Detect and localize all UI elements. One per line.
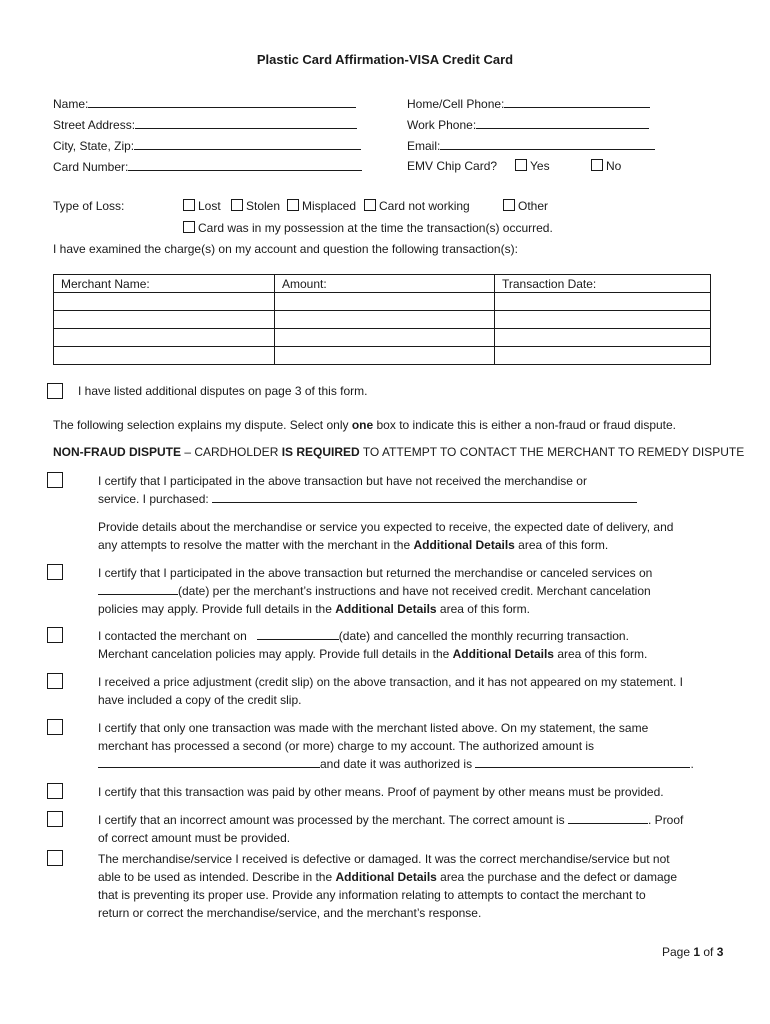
- table-header-row: [54, 275, 711, 293]
- home-phone-field[interactable]: Home/Cell Phone:: [407, 96, 650, 111]
- merchant-name-header: Merchant Name:: [54, 275, 275, 293]
- misplaced-checkbox[interactable]: [287, 199, 299, 211]
- amount-cell[interactable]: [275, 347, 495, 365]
- paid-other-means-checkbox[interactable]: [47, 783, 63, 799]
- loss-option-lost[interactable]: Lost: [183, 199, 221, 213]
- additional-disputes-checkbox[interactable]: [47, 383, 63, 399]
- emv-chip-question: EMV Chip Card?: [407, 159, 498, 173]
- name-field[interactable]: Name:: [53, 96, 356, 111]
- cancel-date-line[interactable]: [257, 628, 339, 640]
- selection-instructions: The following selection explains my dispute. Select only one box to indicate this is either a non-fraud or fraud dispute.: [53, 418, 677, 432]
- possession-checkbox[interactable]: [183, 221, 195, 233]
- returned-merchandise-checkbox[interactable]: [47, 564, 63, 580]
- amount-cell[interactable]: [275, 293, 495, 311]
- transactions-table: [53, 274, 711, 365]
- table-row[interactable]: [54, 311, 711, 329]
- emv-no-checkbox[interactable]: [591, 159, 603, 171]
- emv-no-option[interactable]: No: [591, 159, 621, 173]
- amount-cell[interactable]: [275, 329, 495, 347]
- additional-disputes-label: I have listed additional disputes on page 3 of this form.: [78, 384, 368, 398]
- defective-merchandise-statement: The merchandise/service I received is defective or damaged. It was the correct merchandise/service but not able to be used as intended. Describe in the Additional Details area the purchase and the defect or damage that is preventing its proper use. Provide any information relating to attempts to contact the merchant to return or correct the merchandise/service, and the merchant’s response.: [98, 852, 678, 920]
- recurring-cancelled-statement: I contacted the merchant on (date) and cancelled the monthly recurring transaction. Merchant cancelation policies may apply. Provide full details in the Additional Details area of this form.: [98, 629, 648, 661]
- amount-header: Amount:: [275, 275, 495, 293]
- price-adjustment-checkbox[interactable]: [47, 673, 63, 689]
- date-cell[interactable]: [495, 311, 711, 329]
- city-line[interactable]: [134, 138, 361, 150]
- street-address-field[interactable]: Street Address:: [53, 117, 357, 132]
- paid-other-means-statement: I certify that this transaction was paid by other means. Proof of payment by other means must be provided.: [98, 785, 664, 799]
- stolen-checkbox[interactable]: [231, 199, 243, 211]
- page-number: Page 1 of 3: [662, 945, 724, 959]
- purchased-line[interactable]: [212, 491, 637, 503]
- non-fraud-heading: NON-FRAUD DISPUTE – CARDHOLDER IS REQUIRED TO ATTEMPT TO CONTACT THE MERCHANT TO REMEDY DISPUTE: [53, 445, 745, 459]
- loss-option-other[interactable]: Other: [503, 199, 548, 213]
- emv-yes-option[interactable]: Yes: [515, 159, 550, 173]
- possession-option[interactable]: Card was in my possession at the time the transaction(s) occurred.: [183, 221, 553, 235]
- card-number-field[interactable]: Card Number:: [53, 159, 362, 174]
- email-field[interactable]: Email:: [407, 138, 655, 153]
- recurring-cancelled-checkbox[interactable]: [47, 627, 63, 643]
- type-of-loss-label: Type of Loss:: [53, 199, 125, 213]
- examined-statement: I have examined the charge(s) on my account and question the following transaction(s):: [53, 242, 518, 256]
- city-state-zip-field[interactable]: City, State, Zip:: [53, 138, 361, 153]
- emv-yes-checkbox[interactable]: [515, 159, 527, 171]
- lost-checkbox[interactable]: [183, 199, 195, 211]
- defective-merchandise-checkbox[interactable]: [47, 850, 63, 866]
- loss-option-card-not-working[interactable]: Card not working: [364, 199, 470, 213]
- authorized-date-line[interactable]: [475, 756, 690, 768]
- return-date-line[interactable]: [98, 583, 178, 595]
- other-checkbox[interactable]: [503, 199, 515, 211]
- street-line[interactable]: [135, 117, 357, 129]
- incorrect-amount-statement: I certify that an incorrect amount was processed by the merchant. The correct amount is . Proof of correct amount must be provided.: [98, 813, 684, 845]
- form-title: Plastic Card Affirmation-VISA Credit Card: [256, 52, 514, 67]
- card-not-working-checkbox[interactable]: [364, 199, 376, 211]
- merchant-cell[interactable]: [54, 329, 275, 347]
- merchant-cell[interactable]: [54, 293, 275, 311]
- merchant-cell[interactable]: [54, 311, 275, 329]
- loss-option-misplaced[interactable]: Misplaced: [287, 199, 356, 213]
- table-row[interactable]: [54, 293, 711, 311]
- email-line[interactable]: [440, 138, 655, 150]
- work-phone-line[interactable]: [476, 117, 649, 129]
- table-row[interactable]: [54, 347, 711, 365]
- merchant-cell[interactable]: [54, 347, 275, 365]
- duplicate-charge-statement: I certify that only one transaction was made with the merchant listed above. On my statement, the same merchant has processed a second (or more) charge to my account. The authorized amount is and date it was authorized is .: [98, 721, 694, 771]
- incorrect-amount-checkbox[interactable]: [47, 811, 63, 827]
- duplicate-charge-checkbox[interactable]: [47, 719, 63, 735]
- correct-amount-line[interactable]: [568, 812, 648, 824]
- work-phone-field[interactable]: Work Phone:: [407, 117, 649, 132]
- authorized-amount-line[interactable]: [98, 756, 320, 768]
- not-received-statement: I certify that I participated in the above transaction but have not received the merchandise or service. I purchased:: [98, 472, 718, 508]
- not-received-details: Provide details about the merchandise or service you expected to receive, the expected date of delivery, and any attempts to resolve the matter with the merchant in the Additional Details area of this form.: [98, 520, 674, 552]
- date-cell[interactable]: [495, 329, 711, 347]
- amount-cell[interactable]: [275, 311, 495, 329]
- name-line[interactable]: [88, 96, 356, 108]
- table-row[interactable]: [54, 329, 711, 347]
- not-received-checkbox[interactable]: [47, 472, 63, 488]
- loss-option-stolen[interactable]: Stolen: [231, 199, 280, 213]
- home-phone-line[interactable]: [504, 96, 650, 108]
- date-cell[interactable]: [495, 347, 711, 365]
- card-line[interactable]: [128, 159, 362, 171]
- price-adjustment-statement: I received a price adjustment (credit slip) on the above transaction, and it has not appeared on my statement. I have included a copy of the credit slip.: [98, 675, 683, 707]
- returned-merchandise-statement: I certify that I participated in the above transaction but returned the merchandise or canceled services on (date) per the merchant’s instructions and have not received credit. Merchant cancelation policies may apply. Provide full details in the Additional Details area of this form.: [98, 566, 653, 616]
- transaction-date-header: Transaction Date:: [495, 275, 711, 293]
- date-cell[interactable]: [495, 293, 711, 311]
